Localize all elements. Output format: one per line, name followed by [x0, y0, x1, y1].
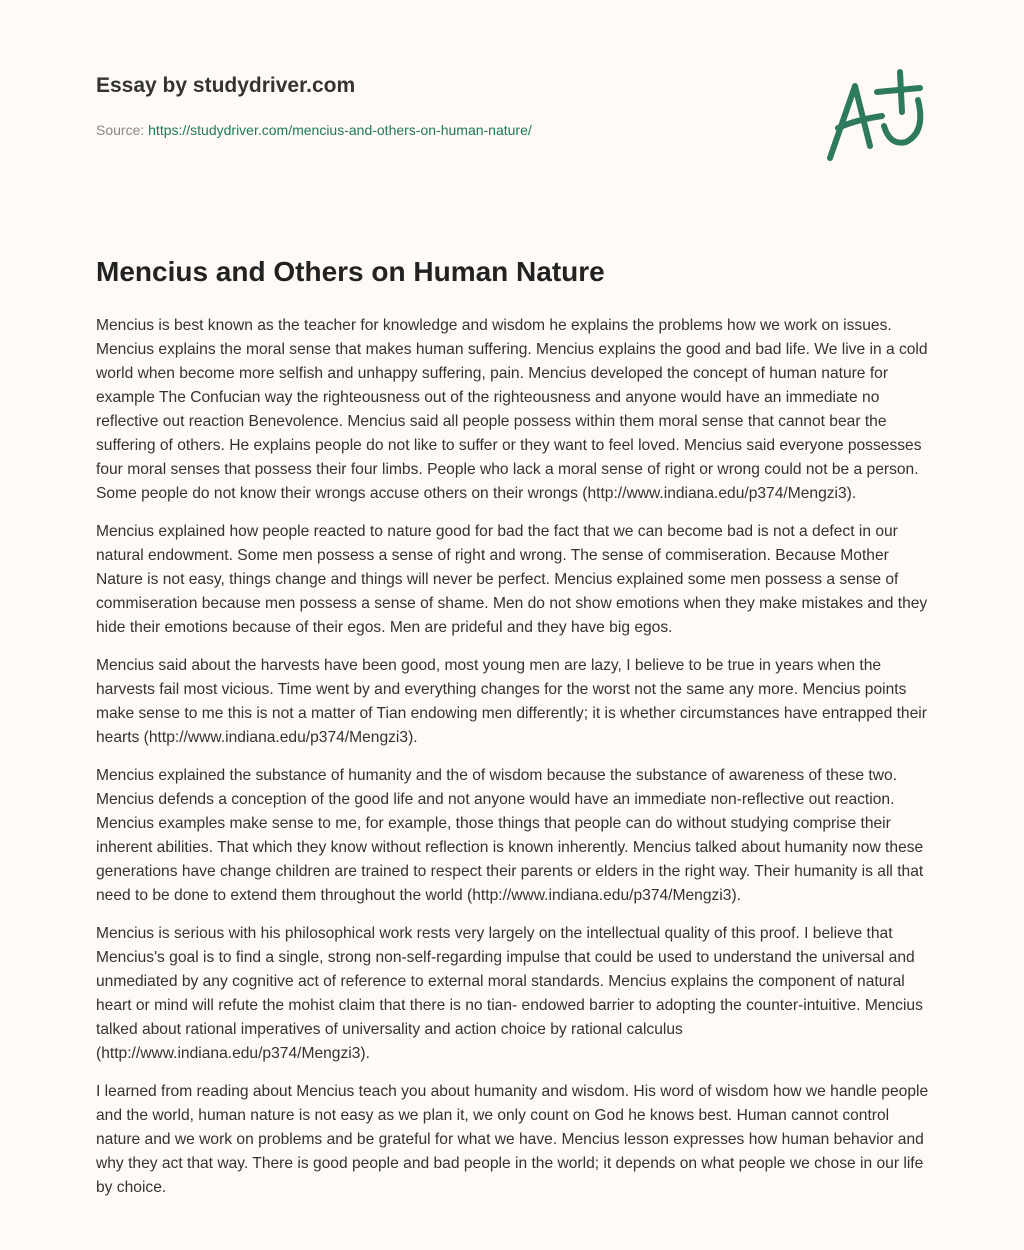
source-label: Source:	[96, 122, 145, 138]
source-link[interactable]: https://studydriver.com/mencius-and-others-on-human-nature/	[148, 122, 532, 138]
article-body	[96, 314, 932, 1214]
a-plus-logo-icon	[820, 66, 930, 166]
source-line	[96, 122, 532, 138]
paragraph: Mencius is serious with his philosophical work rests very largely on the intellectual quality of this proof. I believe that Mencius's goal is to find a single, strong non-self-regarding impulse that could be used to understand the universal and unmediated by any cognitive act of reference to external moral standards. Mencius explains the component of natural heart or mind will refute the mohist claim that there is no tian- endowed barrier to adopting the counter-intuitive. Mencius talked about rational imperatives of universality and action choice by rational calculus (http://www.indiana.edu/p374/Mengzi3).	[96, 925, 923, 1062]
paragraph: Mencius explained how people reacted to nature good for bad the fact that we can become bad is not a defect in our natural endowment. Some men possess a sense of right and wrong. The sense of commiseration. Because Mother Nature is not easy, things change and things will never be perfect. Mencius explained some men possess a sense of commiseration because men possess a sense of shame. Men do not show emotions when they make mistakes and they hide their emotions because of their egos. Men are prideful and they have big egos.	[96, 523, 928, 636]
paragraph: Mencius explained the substance of humanity and the of wisdom because the substance of awareness of these two. Mencius defends a conception of the good life and not anyone would have an immediate non-reflective out reaction. Mencius examples make sense to me, for example, those things that people can do without studying comprise their inherent abilities. That which they know without reflection is known inherently. Mencius talked about humanity now these generations have change children are trained to respect their parents or elders in the right way. Their humanity is all that need to be done to extend them throughout the world (http://www.indiana.edu/p374/Mengzi3).	[96, 767, 924, 904]
paragraph: Mencius is best known as the teacher for knowledge and wisdom he explains the problems how we work on issues. Mencius explains the moral sense that makes human suffering. Mencius explains the good and bad life. We live in a cold world when become more selfish and unhappy suffering, pain. Mencius developed the concept of human nature for example The Confucian way the righteousness out of the righteousness and anyone would have an immediate no reflective out reaction Benevolence. Mencius said all people possess within them moral sense that cannot bear the suffering of others. He explains people do not like to suffer or they want to feel loved. Mencius said everyone possesses four moral senses that possess their four limbs. People who lack a moral sense of right or wrong could not be a person. Some people do not know their wrongs accuse others on their wrongs (http://www.indiana.edu/p374/Mengzi3).	[96, 317, 928, 502]
site-title: Essay by studydriver.com	[96, 74, 356, 97]
paragraph: Mencius said about the harvests have been good, most young men are lazy, I believe to be true in years when the harvests fail most vicious. Time went by and everything changes for the worst not the same any more. Mencius points make sense to me this is not a matter of Tian endowing men differently; it is whether circumstances have entrapped their hearts (http://www.indiana.edu/p374/Mengzi3).	[96, 657, 927, 746]
article-title: Mencius and Others on Human Nature	[96, 256, 605, 287]
paragraph: I learned from reading about Mencius teach you about humanity and wisdom. His word of wisdom how we handle people and the world, human nature is not easy as we plan it, we only count on God he knows best. Human cannot control nature and we work on problems and be grateful for what we have. Mencius lesson expresses how human behavior and why they act that way. There is good people and bad people in the world; it depends on what people we chose in our life by choice.	[96, 1083, 929, 1196]
